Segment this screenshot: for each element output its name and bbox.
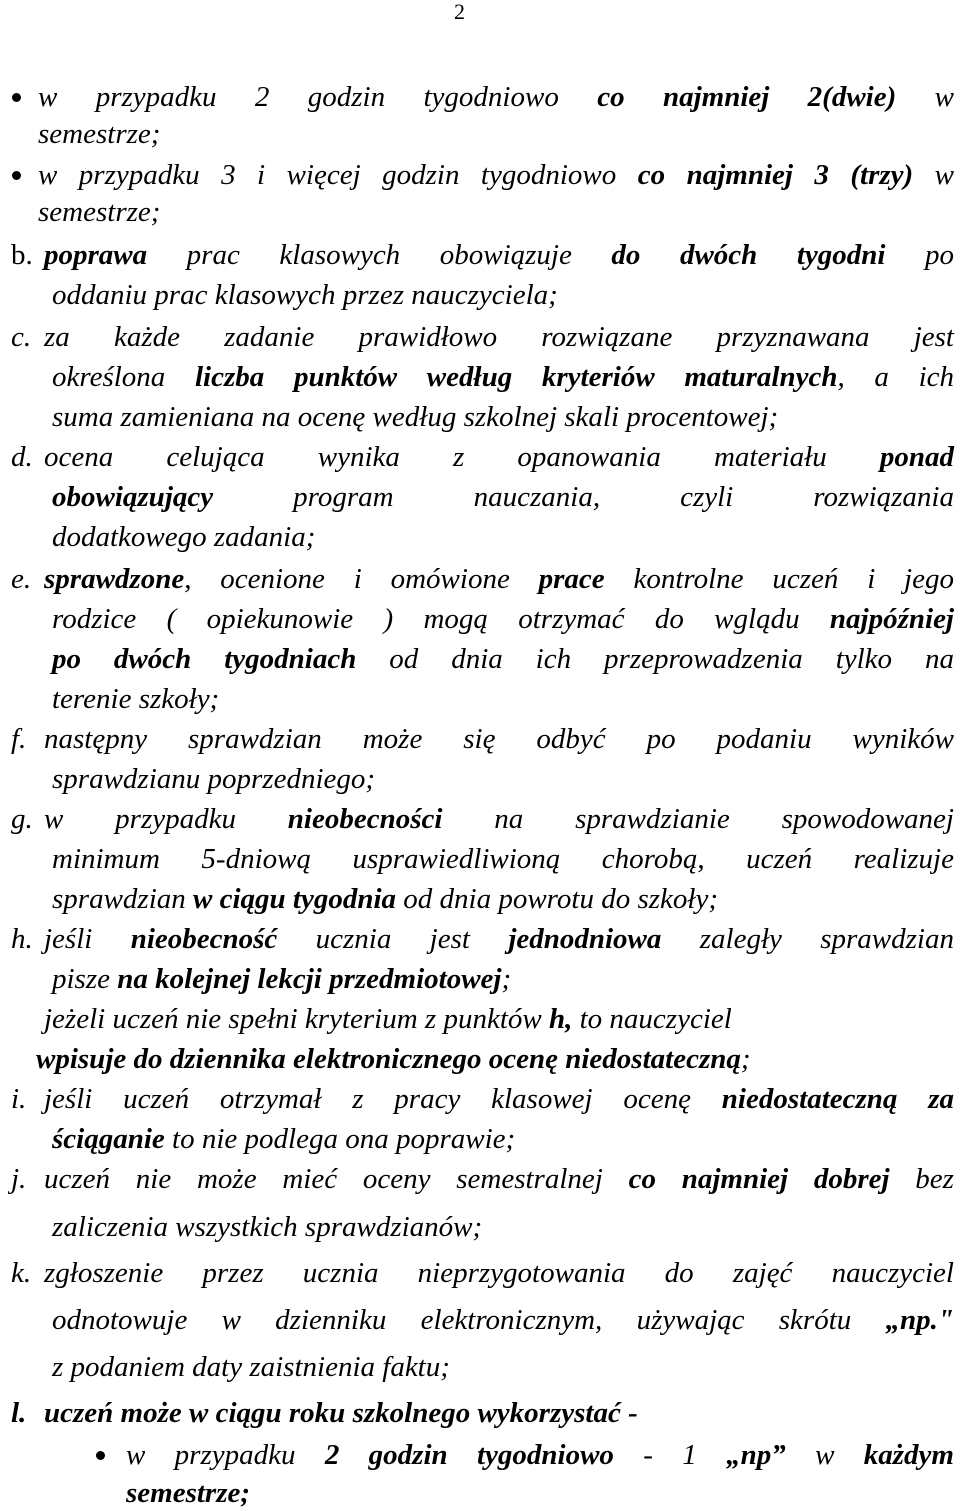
text-bold: „np” [726,1439,786,1471]
text-bold: jednodniowa [508,923,662,955]
bullet-item-2-cont: semestrze; [38,196,161,228]
text-bold: ściąganie [52,1123,165,1155]
text: odnotowuje w dzienniku elektronicznym, używając skrótu [52,1304,886,1336]
text: rodzice ( opiekunowie ) mogą otrzymać do wglądu [52,603,830,635]
item-g-line-1 [44,802,954,836]
text-bold: ponad [879,441,954,473]
item-j-line-1 [44,1162,954,1196]
item-h-line-1 [44,922,954,956]
item-i-line-1 [44,1082,954,1116]
text: prac klasowych obowiązuje [147,239,612,271]
item-letter-h: h. [11,923,33,955]
item-d-line-1 [44,440,954,474]
item-letter-b: b. [11,239,33,271]
item-g-line-3 [52,882,960,916]
bullet-icon [12,171,21,180]
text: - 1 [613,1439,727,1471]
item-h-line-2 [52,962,960,996]
item-e-line-3 [52,642,954,676]
text: określona [52,361,195,393]
bullet-item-1-cont: semestrze; [38,118,161,150]
text: zaległy sprawdzian [661,923,954,955]
text: kontrolne uczeń i jego [604,563,954,595]
item-f-line-2: sprawdzianu poprzedniego; [52,763,376,795]
text-bold: prace [538,563,605,595]
text-bold: najpóźniej [829,603,954,635]
item-b-line-2: oddaniu prac klasowych przez nauczyciela; [52,279,558,311]
text: , ocenione i omówione [184,563,539,595]
text: w [785,1439,864,1471]
item-e-line-4: terenie szkoły; [52,683,220,715]
item-l-line-1: uczeń może w ciągu roku szkolnego wykorzystać - [44,1397,638,1429]
text-bold: sprawdzone [44,563,185,595]
text: od dnia ich przeprowadzenia tylko na [356,643,954,675]
text: to nie podlega ona poprawie; [164,1123,516,1155]
text-bold: co najmniej dobrej [628,1163,890,1195]
text: uczeń nie może mieć oceny semestralnej [44,1163,629,1195]
item-letter-c: c. [11,321,32,353]
text-bold: nieobecność [130,923,278,955]
text: od dnia powrotu do szkoły; [396,883,718,915]
item-h-line-3 [44,1002,960,1036]
text-bold: 2 godzin tygodniowo [324,1439,614,1471]
text-bold: wpisuje do dziennika elektronicznego ocenę niedostateczną [36,1043,741,1075]
text: w przypadku [126,1439,325,1471]
text: , a ich [837,361,955,393]
text-bold: „np." [885,1304,954,1336]
text: jeśli [44,923,131,955]
item-k-line-1: zgłoszenie przez ucznia nieprzygotowania do zajęć nauczyciel [44,1257,954,1289]
item-j-line-2: zaliczenia wszystkich sprawdzianów; [52,1211,483,1243]
item-d-line-2 [52,480,954,514]
text-bold: poprawa [44,239,148,271]
item-letter-g: g. [11,803,33,835]
text: w [913,159,954,191]
item-c-line-2 [52,360,954,394]
text: w przypadku 3 i więcej godzin tygodniowo [38,159,638,191]
item-k-line-3: z podaniem daty zaistnienia faktu; [52,1351,450,1383]
item-h-line-4 [36,1042,960,1076]
item-e-line-2 [52,602,954,636]
text-bold: po dwóch tygodniach [52,643,357,675]
text: pisze [52,963,118,995]
item-c-line-1: za każde zadanie prawidłowo rozwiązane przyznawana jest [44,321,954,353]
text: po [885,239,954,271]
item-l-sub-bullet-cont: semestrze; [126,1477,251,1509]
text: w [896,81,954,113]
bullet-item-2 [38,158,954,192]
text: ocena celująca wynika z opanowania materiału [44,441,880,473]
text: w przypadku 2 godzin tygodniowo [38,81,598,113]
text-bold: liczba punktów według kryteriów maturalnych [195,361,838,393]
item-d-line-3: dodatkowego zadania; [52,521,316,553]
text-bold: nieobecności [287,803,443,835]
item-e-line-1 [44,562,954,596]
text-bold: do dwóch tygodni [611,239,886,271]
text: ; [501,963,512,995]
item-letter-f: f. [11,723,27,755]
text: ucznia jest [277,923,509,955]
text-bold: co najmniej 2(dwie) [597,81,897,113]
item-k-line-2 [52,1303,954,1337]
bullet-icon [96,1451,105,1460]
bullet-item-1 [38,80,954,114]
item-c-line-3: suma zamieniana na ocenę według szkolnej skali procentowej; [52,401,779,433]
text-bold: na kolejnej lekcji przedmiotowej [117,963,502,995]
text: program nauczania, czyli rozwiązania [213,481,954,513]
item-letter-i: i. [11,1083,27,1115]
text-bold: co najmniej 3 (trzy) [637,159,914,191]
text-bold: w ciągu tygodnia [193,883,397,915]
text: jeśli uczeń otrzymał z pracy klasowej ocenę [44,1083,722,1115]
text-bold: niedostateczną za [721,1083,954,1115]
text: w przypadku [44,803,288,835]
item-g-line-2: minimum 5-dniową usprawiedliwioną chorobą, uczeń realizuje [52,843,954,875]
item-letter-j: j. [11,1163,27,1195]
text-bold: każdym [863,1439,954,1471]
item-f-line-1: następny sprawdzian może się odbyć po podaniu wyników [44,723,954,755]
text: to nauczyciel [572,1003,732,1035]
item-letter-k: k. [11,1257,32,1289]
text-bold: h, [548,1003,573,1035]
page-number: 2 [454,0,465,24]
text-bold: obowiązujący [52,481,214,513]
text: na sprawdzianie spowodowanej [442,803,954,835]
text: bez [889,1163,954,1195]
text: jeżeli uczeń nie spełni kryterium z punktów [44,1003,549,1035]
item-b-line-1 [44,238,954,272]
item-i-line-2 [52,1122,960,1156]
item-l-sub-bullet [126,1438,954,1472]
text: sprawdzian [52,883,194,915]
item-letter-d: d. [11,441,33,473]
item-letter-l: l. [11,1397,27,1429]
item-letter-e: e. [11,563,32,595]
text: ; [740,1043,751,1075]
bullet-icon [12,93,21,102]
